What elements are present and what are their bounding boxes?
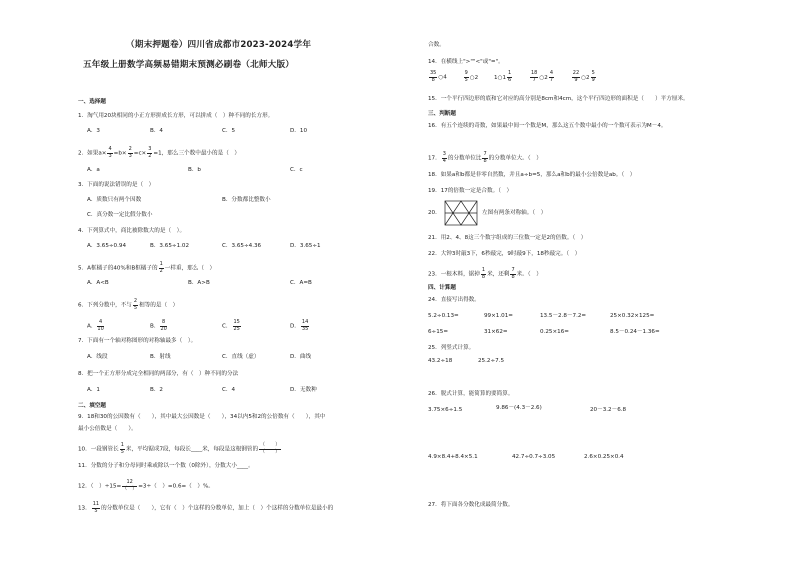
fraction: $\frac{35}{8}$ [430,70,437,83]
q14-item: $\frac{18}{7}$ ○2 $\frac{4}{7}$ [530,70,553,83]
question-24: 24．直接写出得数。 [428,297,480,303]
q10-part: 10．一段钢管长 [78,446,119,453]
q2-option: A．a [87,167,100,173]
question-1: 1．淘气用20块相同的小正方形拼成长方形，可以拼成（ ）种不同的长方形。 [78,113,274,119]
q8-option: D．无数种 [290,387,317,393]
fraction: $\frac{2}{3}$ [128,146,132,159]
question-7: 7．下面有一个轴对称图形的对称轴最多（ ）。 [78,338,197,344]
question-18: 18．如果a和b都是非零自然数，并且a÷b=5，那么a和b的最小公倍数是ab。（ ） [428,172,636,178]
question-9: 9．18和30的公因数有（ ），其中最大公因数是（ ），34以内5和2的公倍数有（ ），其中 [78,414,326,420]
q4-option: B．3.65÷1.02 [150,243,190,249]
q2-part: 2．如果a× [78,150,107,157]
question-15: 15．一个平行四边形的底和它对应的高分别是8cm和4cm，这个平行四边形的面积是（ ）平方厘米。 [428,96,689,102]
q13-part: 13． [78,505,91,512]
calc-item: 0.25×16= [540,329,569,335]
q14-item: $\frac{22}{9}$ ○2 $\frac{5}{9}$ [572,70,595,83]
q2-option: C．c [290,167,303,173]
q5-option: B．A>B [188,280,210,286]
q1-option: C．5 [222,128,236,134]
q8-option: A．1 [87,387,100,393]
fraction: $\frac{11}{5}$ [92,501,100,514]
q2-part: =b× [113,150,127,157]
fraction-blank: $\frac{12}{( )}$ [122,479,138,492]
q7-option: D．曲线 [290,354,312,360]
q7-option: A．线段 [87,354,108,360]
q7-option: C．直线（虚） [222,354,260,360]
question-11: 11．分数的分子和分母同时乘或除以一个数（0除外），分数大小____。 [78,463,254,469]
triangle-grid-figure [444,200,478,226]
question-23 [428,268,542,280]
fraction: $\frac{1}{8}$ [481,267,486,280]
fraction: $\frac{18}{7}$ [530,70,538,83]
q1-option: D．10 [290,128,308,134]
q4-option: C．3.65÷4.36 [222,243,262,249]
fraction: $\frac{15}{25}$ [233,319,240,332]
section-judge: 三、判断题 [428,111,456,117]
fraction: $\frac{4}{3}$ [108,146,112,159]
fraction: $\frac{5}{9}$ [591,70,595,83]
question-10 [78,443,282,455]
q3-option: B．分数都比整数小 [222,197,271,203]
question-5 [78,262,215,274]
fraction: $\frac{22}{9}$ [572,70,580,83]
fraction: $\frac{1}{2}$ [159,261,163,274]
fraction: $\frac{3}{4}$ [442,151,446,164]
question-9-cont: 最小公倍数是（ ）。 [78,426,137,432]
fraction: $\frac{8}{20}$ [160,319,167,332]
fraction: $\frac{7}{8}$ [483,151,487,164]
q6-option [222,320,242,332]
q4-option: A．3.65÷0.94 [87,243,127,249]
q6-option [87,320,105,332]
q17-part: 的分数单位比 [447,155,482,162]
calc-item: 6÷15= [428,329,449,335]
calc-item: 31×62= [484,329,508,335]
q8-option: C．4 [222,387,236,393]
fraction: $\frac{14}{35}$ [301,319,309,332]
fraction: $\frac{1}{6}$ [508,70,512,83]
q14-item: $\frac{9}{5}$ ○2 [464,70,479,83]
title-line-2: 五年级上册数学高频易错期末预测必刷卷（北师大版） [83,60,295,70]
q17-part: 的分数单位大。（ ） [488,155,542,162]
question-12 [78,480,214,492]
q6-part: 6．下列分数中，不与 [78,302,132,309]
question-26: 26．脱式计算，能简算的要简算。 [428,391,514,397]
question-8: 8．把一个正方形分成完全相同的两部分，有（ ）种不同的分法 [78,371,239,377]
q3-option: C．真分数一定比假分数小 [87,212,153,218]
stepwise-item: 42.7÷0.7÷3.05 [512,454,556,460]
question-2 [78,147,240,159]
q5-option: A．A<B [87,280,109,286]
stepwise-item: 2.6×0.25×0.4 [584,454,624,460]
q12-part: 12．（ ）÷15= [78,483,122,490]
question-6 [78,299,178,311]
calc-item: 99×1.01= [484,313,513,319]
q5-part: 一样重，那么（ ） [164,265,216,272]
fraction: $\frac{2}{5}$ [133,298,138,311]
question-25: 25．列竖式计算。 [428,345,475,351]
fraction: $\frac{9}{5}$ [464,70,468,83]
q2-option: B．b [188,167,201,173]
question-19: 19．17的倍数一定是合数。（ ） [428,188,513,194]
fraction: $\frac{7}{8}$ [511,267,515,280]
q1-option: A．3 [87,128,100,134]
question-17 [428,152,542,164]
stepwise-item: 3.75×6÷1.5 [428,407,463,413]
q14-item: 1○1 $\frac{1}{6}$ [494,70,512,83]
question-27: 27．将下面各分数化成最简分数。 [428,502,514,508]
q6-option-label: D． [290,323,300,330]
q23-part: 米。（ ） [516,271,542,278]
question-20: 20． [428,210,441,216]
q14-items: $\frac{35}{8}$ ○4 $\frac{9}{5}$ ○2 1○1 $\frac{1}{6}$ $\frac{18}{7}$ ○2 $\frac{4}{7}$ $\frac{22}{9}$ ○2 $\frac{5}{9}$ [430,70,595,83]
fraction-blank: $\frac{( )}{( )}$ [260,442,281,455]
title-line-1: （期末押题卷）四川省成都市2023-2024学年 [126,40,312,50]
fraction: $\frac{3}{2}$ [148,146,152,159]
q13-continued: 合数。 [428,42,445,48]
q23-part: 23．一根木料，锯掉 [428,271,480,278]
stepwise-item: 4.9×8.4+8.4×5.1 [428,454,478,460]
q6-option-label: B． [150,323,160,330]
q6-part: 相等的是（ ） [139,302,179,309]
q2-part: =1，那么三个数中最小的是（ ） [153,150,240,157]
q6-option-label: A． [87,323,97,330]
fraction: $\frac{1}{5}$ [120,442,124,455]
q5-option: C．A=B [290,280,312,286]
question-14: 14．在横线上">""<"或"="。 [428,59,504,65]
question-21: 21．用2、4、8这三个数字组成的三位数一定是2的倍数。（ ） [428,235,587,241]
question-4: 4．下列算式中，商比被除数大的是（ ）。 [78,228,186,234]
q4-option: D．3.65÷1 [290,243,321,249]
stepwise-item: 20－3.2－6.8 [590,407,627,413]
q17-part: 17． [428,155,441,162]
question-22: 22．大钟3时敲3下，6秒敲完，9时敲9下，18秒敲完。（ ） [428,251,581,257]
calc-item: 8.5－0.24－1.36= [610,329,660,335]
q5-part: 5．A框橘子的40%和B框橘子的 [78,265,158,272]
fraction: $\frac{4}{10}$ [97,319,104,332]
q1-option: B．4 [150,128,163,134]
question-20-text: 左图有两条对称轴。（ ） [482,210,547,216]
q23-part: 米，还剩 [487,271,510,278]
q12-part: =3÷（ ）=0.6=（ ）%。 [138,483,214,490]
q3-option: A．质数只有两个因数 [87,197,142,203]
question-3: 3．下面的说法错误的是（ ） [78,182,155,188]
q13-part: 的分数单位是（ ），它有（ ）个这样的分数单位，加上（ ）个这样的分数单位是最小的 [101,505,334,512]
calc-item: 25×0.32×125= [610,313,655,319]
calc-item: 5.2÷0.13= [428,313,459,319]
question-16: 16．有五个连续的奇数，如果最中间一个数是M，那么这五个数中最小的一个数可表示为M－4。 [428,123,667,129]
calc-item: 13.5－2.8－7.2= [540,313,587,319]
section-choice: 一、选择题 [78,99,106,105]
section-fill: 二、填空题 [78,403,106,409]
q8-option: B．2 [150,387,163,393]
section-calc: 四、计算题 [428,285,456,291]
vertical-calc-item: 43.2÷18 [428,358,453,364]
q2-part: =c× [133,150,147,157]
q7-option: B．射线 [150,354,171,360]
q6-option-label: C． [222,323,232,330]
fraction: $\frac{4}{7}$ [549,70,553,83]
q6-option [290,320,310,332]
q10-part: 米，平均锯成7段，每段长____米，每段是这根钢管的 [125,446,259,453]
vertical-calc-item: 25.2÷7.5 [478,358,505,364]
question-13 [78,502,333,514]
stepwise-item: 9.86－(4.3－2.6) [496,405,542,411]
q6-option [150,320,168,332]
